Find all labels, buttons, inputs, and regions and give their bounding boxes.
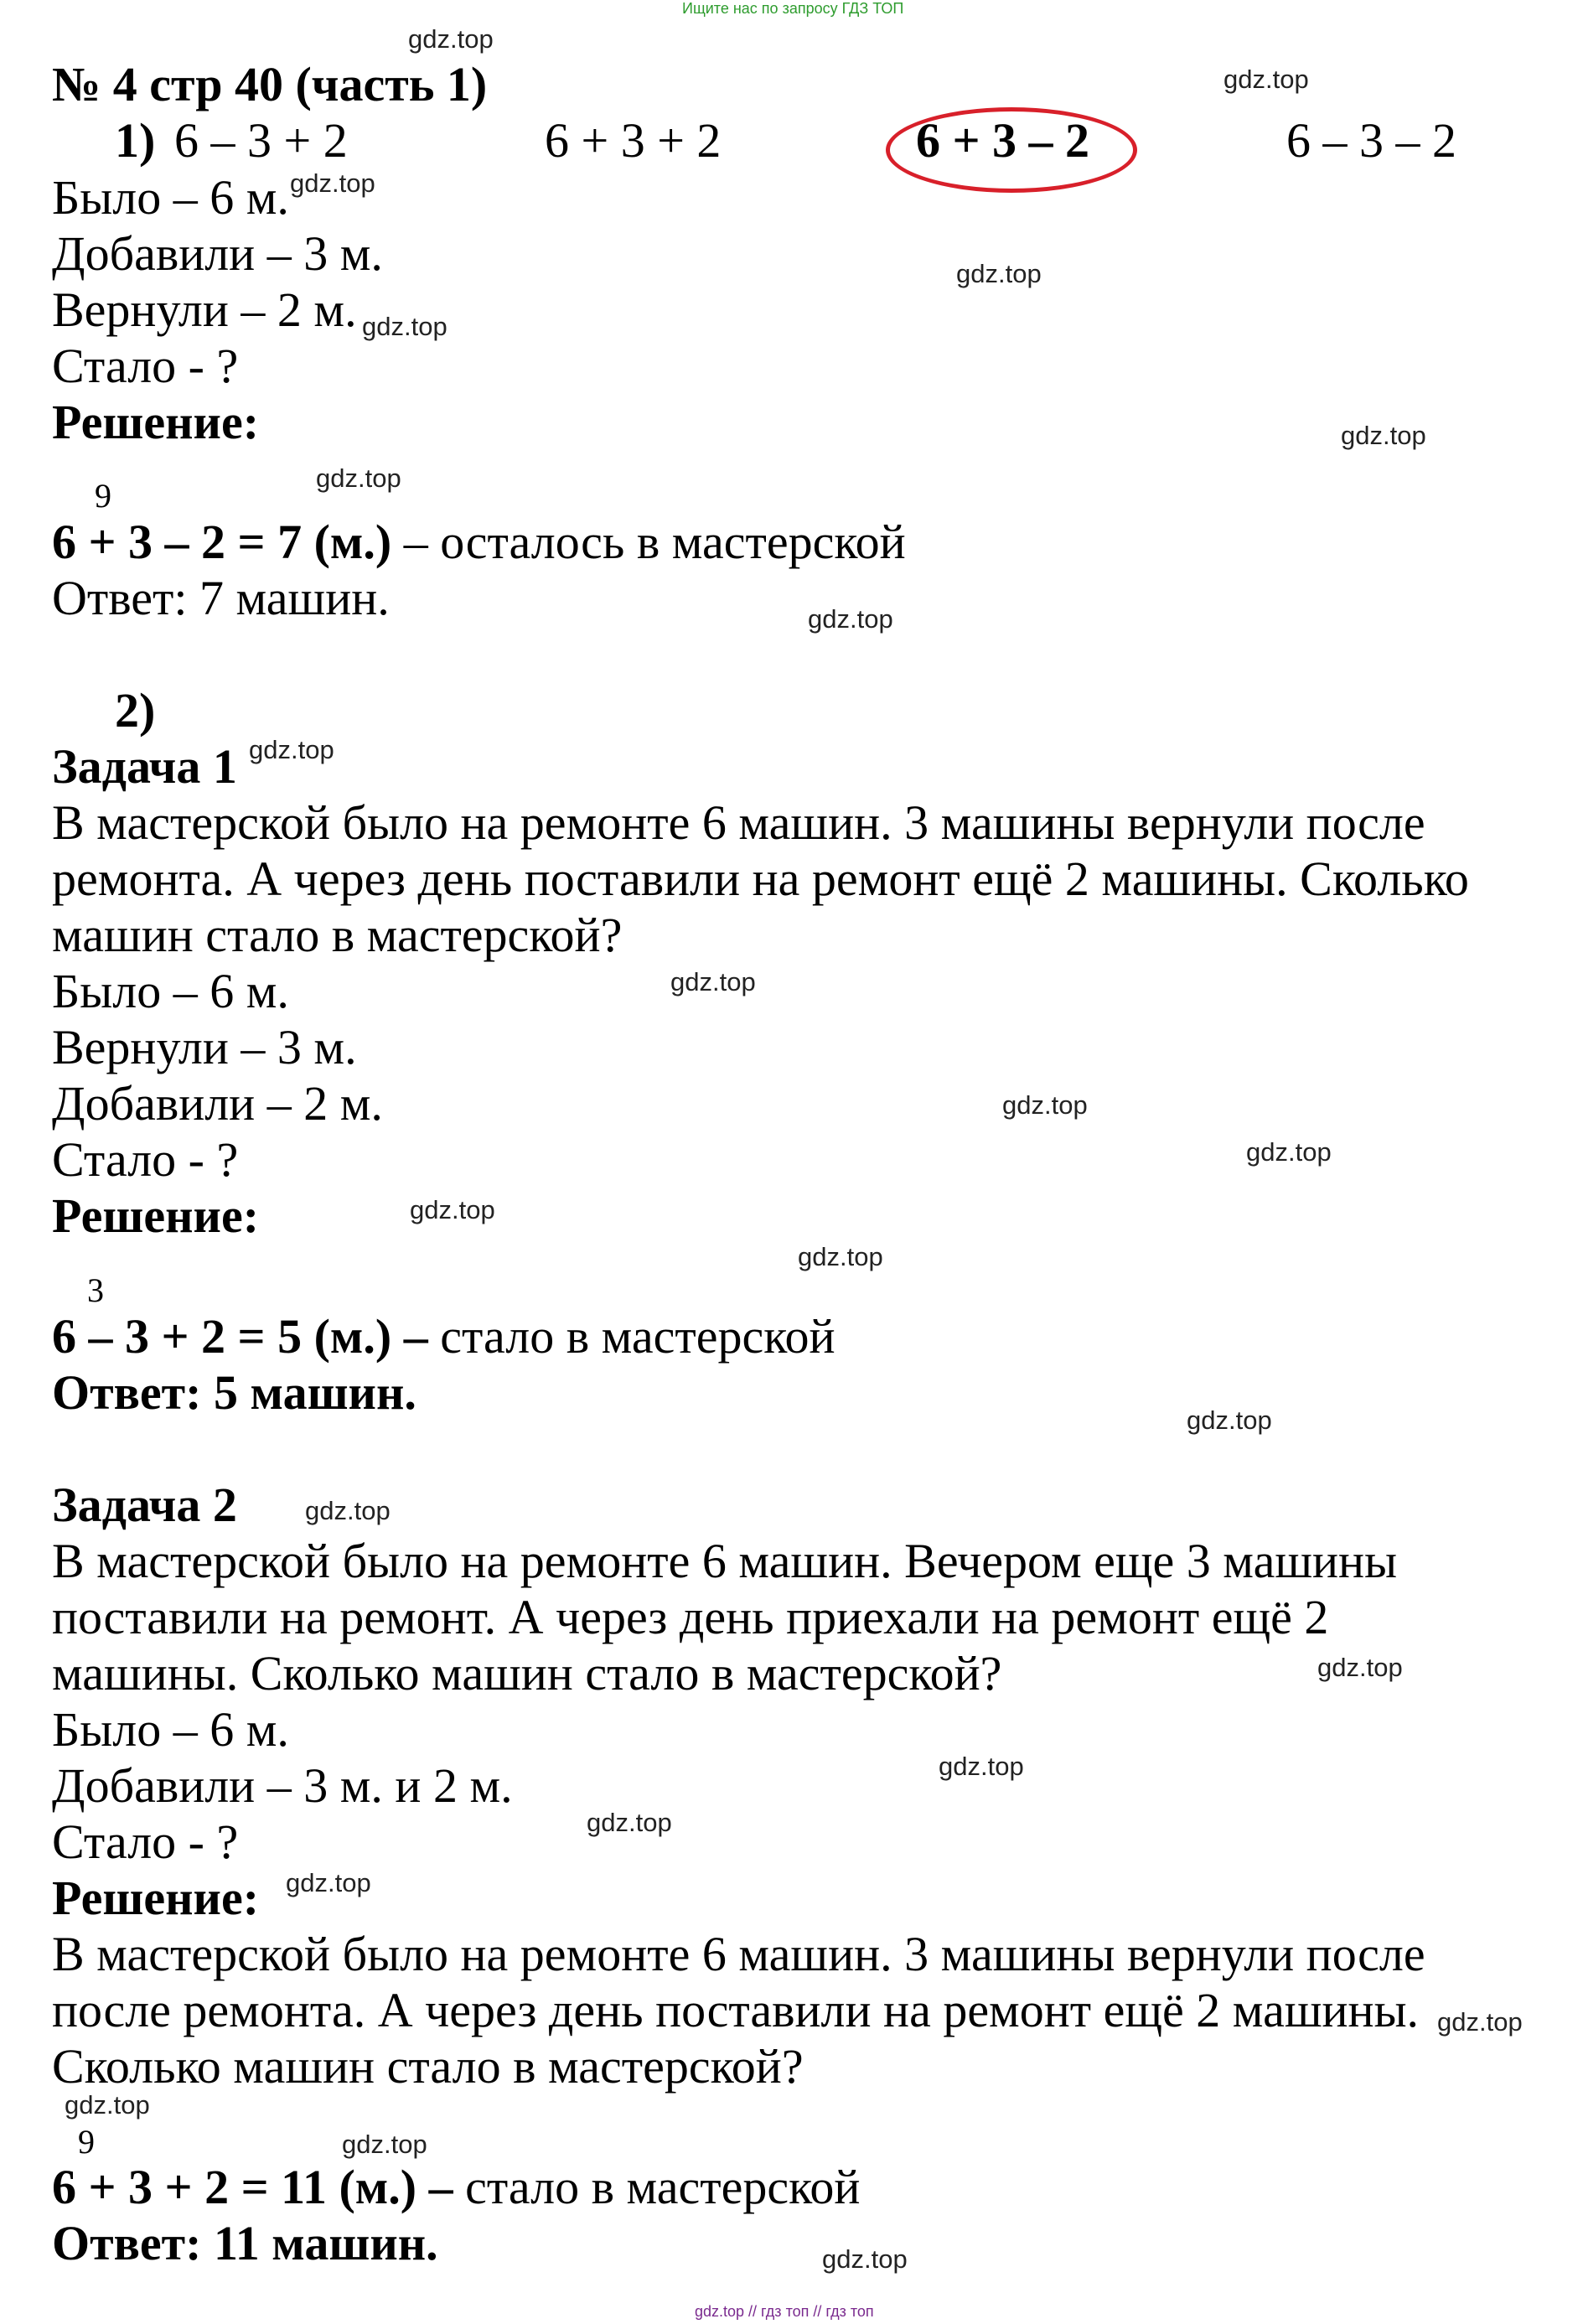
watermark: gdz.top xyxy=(362,312,447,341)
watermark: gdz.top xyxy=(808,604,893,634)
given-line: Было – 6 м. xyxy=(52,1702,289,1757)
task2-text-line: машины. Сколько машин стало в мастерской? xyxy=(52,1646,1002,1700)
solution-label: Решение: xyxy=(52,1188,260,1243)
watermark: gdz.top xyxy=(249,735,334,764)
given-line: Было – 6 м. xyxy=(52,964,289,1018)
watermark: gdz.top xyxy=(1341,421,1426,450)
watermark: gdz.top xyxy=(1002,1090,1088,1120)
expression-2: 6 + 3 + 2 xyxy=(545,113,722,168)
watermark: gdz.top xyxy=(305,1496,391,1525)
task2-text-line: поставили на ремонт. А через день приехали на ремонт ещё 2 xyxy=(52,1590,1329,1644)
answer: Ответ: 7 машин. xyxy=(52,571,390,625)
equation-line xyxy=(52,2160,860,2215)
watermark: gdz.top xyxy=(939,1752,1024,1781)
given-line: Вернули – 2 м. xyxy=(52,282,357,337)
part2-label: 2) xyxy=(115,683,156,738)
solution-label: Решение: xyxy=(52,395,260,449)
watermark: gdz.top xyxy=(316,463,401,493)
watermark: gdz.top xyxy=(670,967,756,996)
given-line: Добавили – 2 м. xyxy=(52,1076,383,1131)
equation-line xyxy=(52,515,906,570)
watermark: gdz.top xyxy=(1187,1405,1272,1435)
watermark: gdz.top xyxy=(956,259,1042,288)
equation-tail: стало в мастерской xyxy=(427,1309,835,1364)
given-line: Стало - ? xyxy=(52,1132,239,1187)
expression-3-selected: 6 + 3 – 2 xyxy=(916,113,1090,168)
watermark: gdz.top xyxy=(290,168,375,198)
equation: 6 + 3 – 2 = 7 (м.) xyxy=(52,515,392,569)
given-line: Добавили – 3 м. и 2 м. xyxy=(52,1758,513,1813)
solution-text-line: Сколько машин стало в мастерской? xyxy=(52,2039,804,2094)
task2-text-line: В мастерской было на ремонте 6 машин. Вечером еще 3 машины xyxy=(52,1534,1398,1588)
page-title: № 4 стр 40 (часть 1) xyxy=(52,57,488,111)
watermark: gdz.top xyxy=(410,1195,495,1224)
watermark: gdz.top xyxy=(1437,2007,1523,2037)
solution-label: Решение: xyxy=(52,1871,260,1925)
equation-tail: – осталось в мастерской xyxy=(391,515,906,569)
task1-text-line: машин стало в мастерской? xyxy=(52,908,623,962)
given-line: Стало - ? xyxy=(52,339,239,393)
task1-title: Задача 1 xyxy=(52,739,237,794)
annotation: 9 xyxy=(95,477,111,515)
watermark: gdz.top xyxy=(286,1868,371,1897)
watermark: gdz.top xyxy=(798,1242,883,1271)
annotation: 9 xyxy=(78,2123,95,2161)
given-line: Добавили – 3 м. xyxy=(52,226,383,281)
footer: gdz.top // гдз топ // гдз топ xyxy=(695,2303,874,2320)
expression-4: 6 – 3 – 2 xyxy=(1286,113,1456,168)
watermark: gdz.top xyxy=(1223,65,1309,94)
watermark: gdz.top xyxy=(408,24,494,54)
solution-text-line: В мастерской было на ремонте 6 машин. 3 машины вернули после xyxy=(52,1927,1425,1981)
given-line: Вернули – 3 м. xyxy=(52,1020,357,1074)
watermark: gdz.top xyxy=(587,1808,672,1837)
task1-text-line: В мастерской было на ремонте 6 машин. 3 машины вернули после xyxy=(52,795,1425,850)
watermark: gdz.top xyxy=(342,2130,427,2159)
task1-text-line: ремонта. А через день поставили на ремонт ещё 2 машины. Сколько xyxy=(52,851,1469,906)
top-banner: Ищите нас по запросу ГДЗ ТОП xyxy=(682,0,904,17)
equation-tail: стало в мастерской xyxy=(453,2160,861,2214)
part1-label: 1) xyxy=(115,113,156,168)
equation: 6 – 3 + 2 = 5 (м.) – xyxy=(52,1309,428,1364)
watermark: gdz.top xyxy=(1317,1653,1403,1682)
watermark: gdz.top xyxy=(1246,1137,1332,1167)
equation: 6 + 3 + 2 = 11 (м.) – xyxy=(52,2160,453,2214)
watermark: gdz.top xyxy=(65,2090,150,2120)
given-line: Стало - ? xyxy=(52,1814,239,1869)
expression-1: 6 – 3 + 2 xyxy=(174,113,348,168)
equation-line xyxy=(52,1309,835,1364)
watermark: gdz.top xyxy=(822,2244,908,2274)
answer: Ответ: 5 машин. xyxy=(52,1365,416,1420)
solution-text-line: после ремонта. А через день поставили на ремонт ещё 2 машины. xyxy=(52,1983,1420,2037)
answer: Ответ: 11 машин. xyxy=(52,2216,438,2270)
task2-title: Задача 2 xyxy=(52,1478,237,1532)
annotation: 3 xyxy=(87,1271,104,1309)
given-line: Было – 6 м. xyxy=(52,170,289,225)
